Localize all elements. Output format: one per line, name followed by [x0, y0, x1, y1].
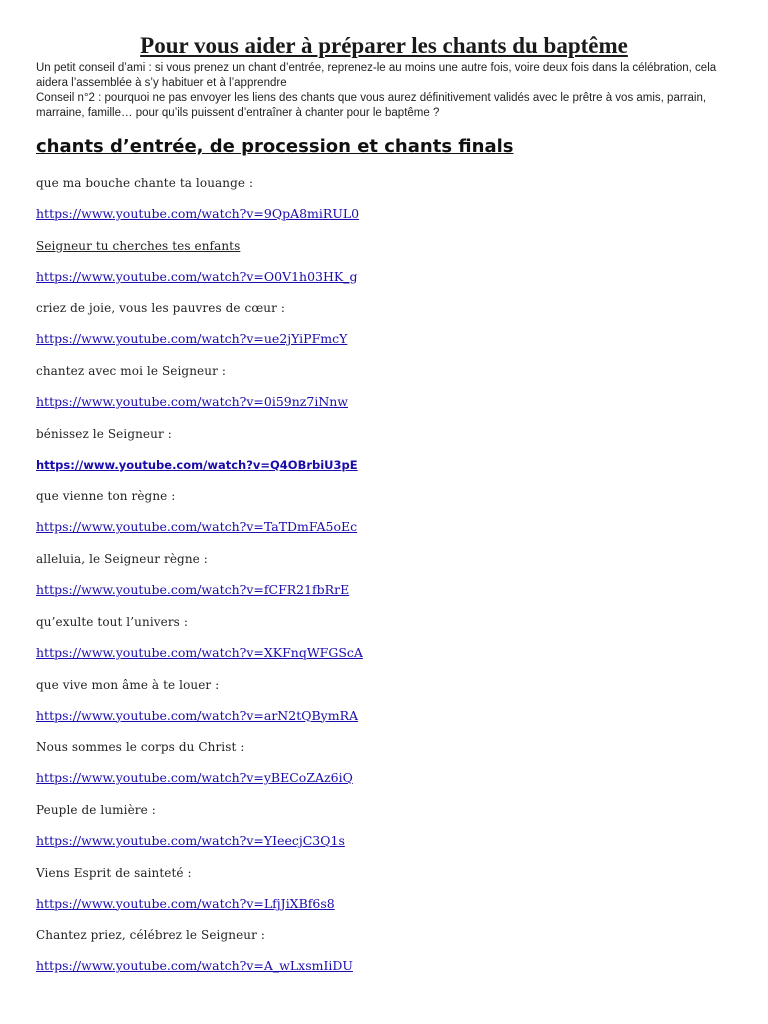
- song-link[interactable]: https://www.youtube.com/watch?v=0i59nz7iNnw: [36, 394, 349, 410]
- song-title: Viens Esprit de sainteté :: [36, 865, 192, 880]
- advice-paragraph-1: Un petit conseil d’ami : si vous prenez un chant d’entrée, reprenez-le au moins une autre fois, voire deux fois dans la célébration, cela aidera l’assemblée à s’y habituer et à l’apprendre: [36, 62, 717, 89]
- list-item: [36, 174, 736, 237]
- list-item: [36, 362, 736, 425]
- list-item: [36, 299, 736, 362]
- list-item: [36, 738, 736, 801]
- song-title: Peuple de lumière :: [36, 802, 156, 817]
- song-link[interactable]: https://www.youtube.com/watch?v=yBECoZAz6iQ: [36, 770, 353, 786]
- song-title: que ma bouche chante ta louange :: [36, 176, 254, 190]
- song-title: Chantez priez, célébrez le Seigneur :: [36, 928, 266, 943]
- song-title: criez de joie, vous les pauvres de cœur :: [36, 301, 286, 316]
- song-link[interactable]: https://www.youtube.com/watch?v=9QpA8miRUL0: [36, 206, 360, 221]
- song-title: que vive mon âme à te louer :: [36, 677, 220, 692]
- song-link[interactable]: https://www.youtube.com/watch?v=ue2jYiPFmcY: [36, 331, 348, 347]
- song-link[interactable]: https://www.youtube.com/watch?v=A_wLxsmIiDU: [36, 958, 353, 974]
- list-item: [36, 237, 736, 300]
- song-title: alleluia, le Seigneur règne :: [36, 552, 208, 567]
- list-item: [36, 926, 736, 989]
- song-link[interactable]: https://www.youtube.com/watch?v=XKFnqWFGScA: [36, 644, 363, 660]
- song-title: chantez avec moi le Seigneur :: [36, 364, 226, 379]
- advice-paragraph-2: Conseil n°2 : pourquoi ne pas envoyer les liens des chants que vous aurez définitivement validés avec le prêtre à vos amis, parrain, marraine, famille… pour qu’ils puissent d’entraîner à chanter pour le baptême ?: [36, 92, 707, 119]
- list-item: [36, 613, 736, 676]
- list-item: [36, 487, 736, 550]
- song-link[interactable]: https://www.youtube.com/watch?v=YIeecjC3Q1s: [36, 832, 345, 848]
- song-title: qu’exulte tout l’univers :: [36, 614, 188, 629]
- list-item: [36, 676, 736, 739]
- song-title: bénissez le Seigneur :: [36, 426, 172, 441]
- page-title: Pour vous aider à préparer les chants du baptême: [140, 33, 628, 58]
- intro-text: [36, 61, 736, 121]
- song-title: que vienne ton règne :: [36, 489, 176, 504]
- list-item: [36, 425, 736, 488]
- song-link[interactable]: https://www.youtube.com/watch?v=fCFR21fbRrE: [36, 582, 350, 598]
- list-item: [36, 550, 736, 613]
- section-heading: chants d’entrée, de procession et chants finals: [36, 136, 514, 157]
- list-item: [36, 801, 736, 864]
- song-link[interactable]: https://www.youtube.com/watch?v=O0V1h03HK_g: [36, 268, 358, 284]
- song-link[interactable]: https://www.youtube.com/watch?v=LfjJiXBf6s8: [36, 895, 335, 911]
- list-item: [36, 864, 736, 927]
- song-link[interactable]: https://www.youtube.com/watch?v=TaTDmFA5oEc: [36, 519, 358, 535]
- song-list: [36, 174, 736, 989]
- song-link[interactable]: https://www.youtube.com/watch?v=Q4OBrbiU3pE: [36, 457, 358, 472]
- song-title: Nous sommes le corps du Christ :: [36, 740, 245, 755]
- song-title: Seigneur tu cherches tes enfants: [36, 238, 241, 253]
- song-link[interactable]: https://www.youtube.com/watch?v=arN2tQBymRA: [36, 707, 359, 723]
